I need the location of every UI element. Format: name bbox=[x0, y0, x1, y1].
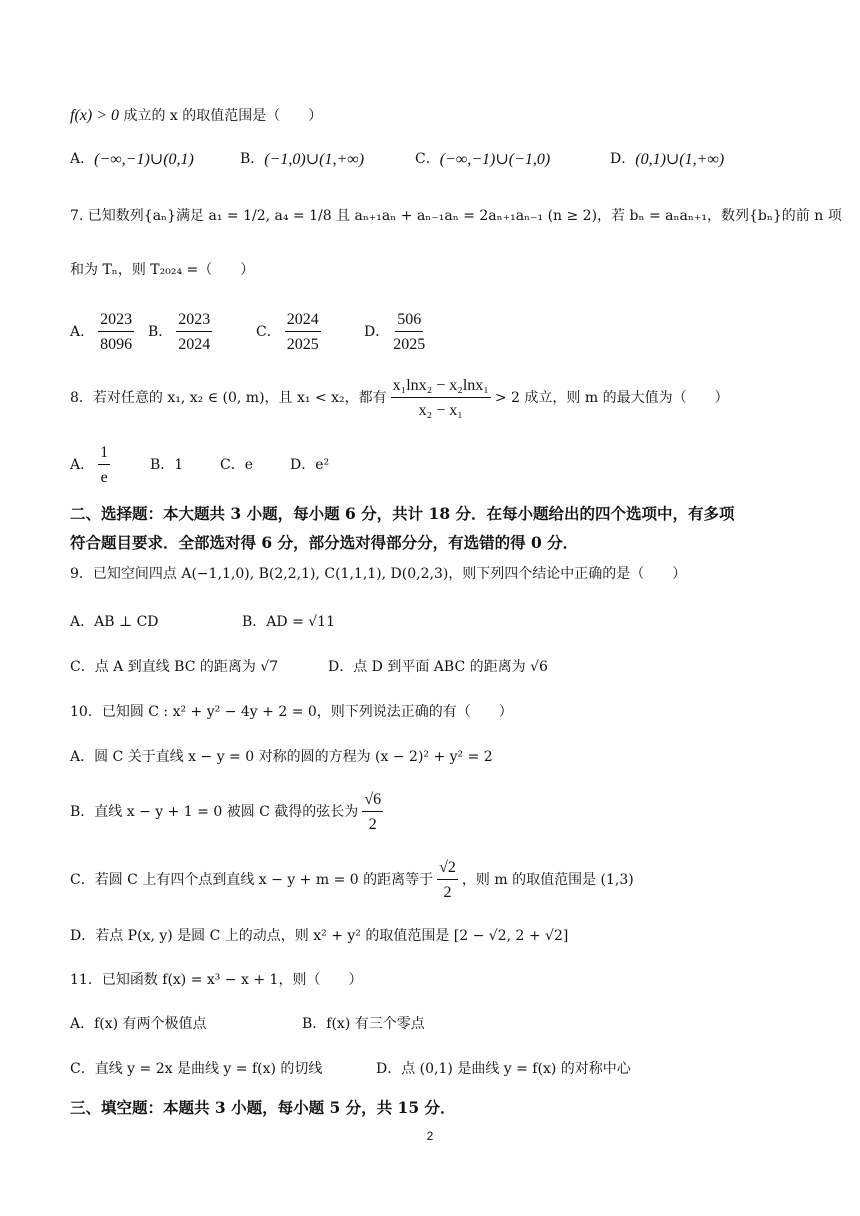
q11-option-b: B．f(x) 有三个零点 bbox=[302, 1016, 425, 1032]
q11-stem: 11．已知函数 f(x) = x³ − x + 1，则（ ） bbox=[70, 972, 363, 988]
q7-option-a: A． $\frac{2023}{8096}$ bbox=[70, 311, 133, 354]
q10-option-b-fraction: $\frac{√6}{2}$ bbox=[364, 791, 382, 834]
q7-option-c: C． $\frac{2024}{2025}$ bbox=[256, 311, 319, 354]
q6-option-c: C． (−∞,−1)∪(−1,0) bbox=[415, 151, 551, 168]
q9-options-cd bbox=[70, 659, 548, 676]
q9-option-a: A．AB ⊥ CD bbox=[70, 614, 159, 630]
q11-options-cd bbox=[70, 1061, 631, 1078]
page-number: 2 bbox=[426, 1129, 434, 1143]
section2-heading-line2: 符合题目要求．全部选对得 6 分，部分选对得部分分，有选错的得 0 分． bbox=[70, 533, 579, 552]
q8-option-b: B． 1 bbox=[150, 456, 184, 473]
q6-option-d: D． (0,1)∪(1,+∞) bbox=[610, 151, 725, 168]
q10-option-d: D．若点 P(x, y) 是圆 C 上的动点，则 x² + y² 的取值范围是 [2 − √2, 2 + √2] bbox=[70, 928, 569, 944]
q8-options bbox=[70, 443, 329, 487]
q7-stem-line1: 7. 已知数列{aₙ}满足 a₁ = 1/2, a₄ = 1/8 且 aₙ₊₁aₙ + aₙ₋₁aₙ = 2aₙ₊₁aₙ₋₁ (n ≥ 2)，若 bₙ = aₙaₙ₊₁，数列{bₙ}的前 n 项 bbox=[70, 208, 842, 224]
q6-expr: f(x) > 0 bbox=[70, 107, 119, 124]
q9-option-b: B．AD = √11 bbox=[242, 614, 335, 630]
q7-option-b-fraction: $\frac{2023}{2024}$ bbox=[178, 311, 211, 354]
q7-options bbox=[70, 310, 429, 354]
q10-option-c-fraction: $\frac{√2}{2}$ bbox=[439, 859, 456, 902]
q7-option-d-fraction: $\frac{506}{2025}$ bbox=[393, 311, 426, 354]
q7-option-c-fraction: $\frac{2024}{2025}$ bbox=[286, 311, 319, 354]
q7-option-d: D． $\frac{506}{2025}$ bbox=[364, 311, 426, 354]
q8-option-a-fraction: $\frac{1}{e}$ bbox=[100, 444, 109, 487]
q6-option-a: A． (−∞,−1)∪(0,1) bbox=[70, 151, 194, 168]
section3-heading: 三、填空题：本题共 3 小题，每小题 5 分，共 15 分． bbox=[70, 1098, 456, 1117]
q10-option-b: B．直线 x − y + 1 = 0 被圆 C 截得的弦长为 $\frac{√6}{2}$ bbox=[70, 791, 382, 834]
q10-option-c: C．若圆 C 上有四个点到直线 x − y + m = 0 的距离等于 $\frac{√2}{2}$ ，则 m 的取值范围是 (1,3) bbox=[70, 859, 634, 902]
q11-option-a: A．f(x) 有两个极值点 bbox=[70, 1016, 207, 1032]
q6-options bbox=[70, 150, 724, 169]
q6-tail bbox=[70, 106, 322, 125]
section2-heading-line1: 二、选择题：本大题共 3 小题，每小题 6 分，共计 18 分．在每小题给出的四个选项中，有多项 bbox=[70, 504, 735, 523]
q7-option-a-fraction: $\frac{2023}{8096}$ bbox=[100, 311, 133, 354]
q8-option-d: D． e² bbox=[290, 456, 330, 473]
q8-option-c: C． e bbox=[220, 456, 254, 473]
q6-option-b: B． (−1,0)∪(1,+∞) bbox=[240, 151, 365, 168]
q11-option-d: D．点 (0,1) 是曲线 y = f(x) 的对称中心 bbox=[376, 1061, 631, 1077]
q11-options-ab bbox=[70, 1016, 425, 1033]
q8-option-a: A． $\frac{1}{e}$ bbox=[70, 444, 109, 487]
q9-option-c: C．点 A 到直线 BC 的距离为 √7 bbox=[70, 659, 279, 675]
q9-stem: 9．已知空间四点 A(−1,1,0), B(2,2,1), C(1,1,1), D(0,2,3)，则下列四个结论中正确的是（ ） bbox=[70, 566, 687, 582]
q6-tail-text: 成立的 x 的取值范围是（ ） bbox=[123, 108, 323, 124]
q9-option-d: D．点 D 到平面 ABC 的距离为 √6 bbox=[328, 659, 548, 675]
q7-stem-line2: 和为 Tₙ，则 T₂₀₂₄ =（ ） bbox=[70, 262, 255, 278]
q11-option-c: C．直线 y = 2x 是曲线 y = f(x) 的切线 bbox=[70, 1061, 323, 1077]
q10-option-a: A．圆 C 关于直线 x − y = 0 对称的圆的方程为 (x − 2)² + y² = 2 bbox=[70, 749, 493, 765]
q8-stem: 8．若对任意的 x₁, x₂ ∈ (0, m)，且 x₁ < x₂，都有 $\frac{\text{x₁lnx₂ − x₂lnx₁}}{\text{x₂ − x₁}}$ > 2 成立，则 m 的最大值为（ ） bbox=[70, 377, 729, 420]
q10-stem: 10．已知圆 C : x² + y² − 4y + 2 = 0，则下列说法正确的有（ ） bbox=[70, 704, 513, 720]
q8-fraction: $\frac{\text{x₁lnx₂ − x₂lnx₁}}{\text{x₂ − x₁}}$ bbox=[392, 377, 489, 420]
q9-options-ab bbox=[70, 614, 335, 631]
q7-option-b: B． $\frac{2023}{2024}$ bbox=[148, 311, 211, 354]
